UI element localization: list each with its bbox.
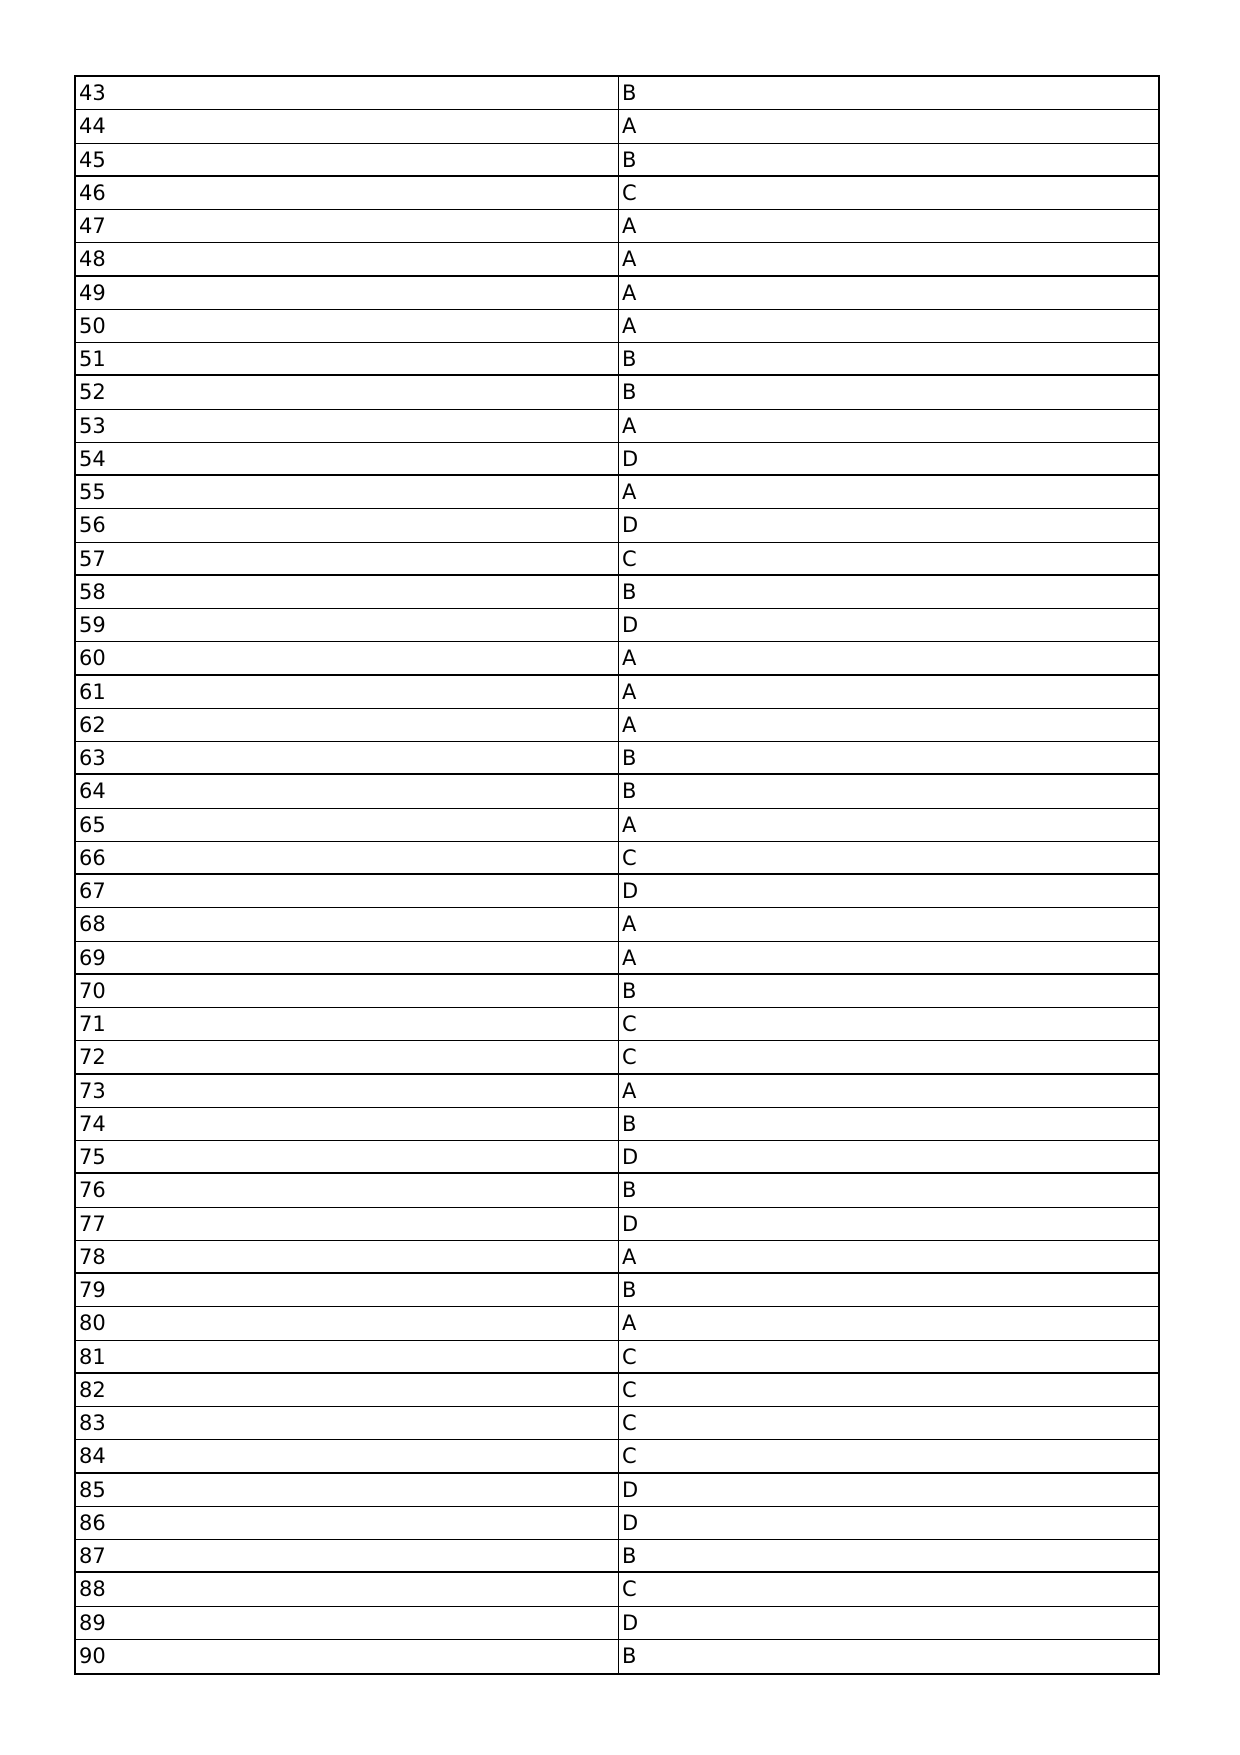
table-row xyxy=(76,509,1158,542)
question-number-cell: 57 xyxy=(76,543,619,574)
question-number-cell: 70 xyxy=(76,975,619,1007)
table-row xyxy=(76,642,1158,675)
answer-cell: C xyxy=(622,845,637,870)
table-row xyxy=(76,809,1158,842)
answer-cell: C xyxy=(622,1411,637,1435)
table-row xyxy=(76,942,1158,975)
question-number-cell: 83 xyxy=(76,1407,619,1439)
answer-key-table xyxy=(74,75,1160,1675)
question-number-cell: 86 xyxy=(76,1507,619,1539)
answer-cell: C xyxy=(622,1045,637,1070)
answer-cell: B xyxy=(622,1111,637,1136)
answer-cell: A xyxy=(622,679,637,704)
answer-cell: D xyxy=(622,1145,639,1169)
question-number-cell: 60 xyxy=(76,642,619,673)
question-number-cell: 51 xyxy=(76,343,619,374)
answer-cell: B xyxy=(622,1643,637,1668)
answer-cell: B xyxy=(622,1178,637,1203)
answer-cell: A xyxy=(622,313,637,338)
question-number-cell: 90 xyxy=(76,1640,619,1673)
table-row xyxy=(76,1474,1158,1507)
answer-cell: D xyxy=(622,1211,639,1236)
answer-cell: D xyxy=(622,879,639,903)
table-row xyxy=(76,975,1158,1008)
table-row xyxy=(76,875,1158,908)
question-number-cell: 80 xyxy=(76,1307,619,1339)
table-row xyxy=(76,1440,1158,1473)
question-number-cell: 44 xyxy=(76,110,619,142)
question-number-cell: 89 xyxy=(76,1607,619,1639)
answer-cell: A xyxy=(622,480,637,504)
table-row xyxy=(76,1341,1158,1374)
table-row xyxy=(76,543,1158,576)
question-number-cell: 69 xyxy=(76,942,619,973)
question-number-cell: 53 xyxy=(76,410,619,442)
table-row xyxy=(76,443,1158,476)
answer-cell: B xyxy=(622,1278,637,1302)
table-row xyxy=(76,1174,1158,1207)
answer-cell: B xyxy=(622,380,637,405)
question-number-cell: 54 xyxy=(76,443,619,474)
question-number-cell: 75 xyxy=(76,1141,619,1172)
answer-cell: B xyxy=(622,779,637,804)
answer-cell: C xyxy=(622,1377,637,1402)
answer-cell: A xyxy=(622,945,637,970)
answer-cell: B xyxy=(622,347,637,371)
answer-cell: A xyxy=(622,646,637,671)
table-row xyxy=(76,842,1158,875)
question-number-cell: 49 xyxy=(76,277,619,309)
table-row xyxy=(76,476,1158,509)
question-number-cell: 67 xyxy=(76,875,619,907)
question-number-cell: 78 xyxy=(76,1241,619,1272)
question-number-cell: 82 xyxy=(76,1374,619,1406)
table-row xyxy=(76,1640,1158,1673)
question-number-cell: 55 xyxy=(76,476,619,508)
question-number-cell: 64 xyxy=(76,775,619,807)
question-number-cell: 84 xyxy=(76,1440,619,1471)
answer-cell: B xyxy=(622,978,637,1003)
question-number-cell: 66 xyxy=(76,842,619,873)
answer-cell: C xyxy=(622,1344,637,1369)
question-number-cell: 52 xyxy=(76,376,619,408)
table-row xyxy=(76,1108,1158,1141)
table-row xyxy=(76,1241,1158,1274)
table-row xyxy=(76,410,1158,443)
question-number-cell: 59 xyxy=(76,609,619,641)
table-row xyxy=(76,676,1158,709)
table-row xyxy=(76,1141,1158,1174)
answer-cell: A xyxy=(622,280,637,305)
answer-cell: D xyxy=(622,1510,639,1535)
answer-cell: A xyxy=(622,114,637,139)
answer-cell: A xyxy=(622,1244,637,1269)
answer-cell: A xyxy=(622,247,637,272)
answer-cell: A xyxy=(622,812,637,837)
question-number-cell: 73 xyxy=(76,1075,619,1107)
table-row xyxy=(76,1573,1158,1606)
question-number-cell: 62 xyxy=(76,709,619,741)
question-number-cell: 87 xyxy=(76,1540,619,1571)
answer-cell: A xyxy=(622,1311,637,1336)
question-number-cell: 45 xyxy=(76,144,619,175)
question-number-cell: 65 xyxy=(76,809,619,841)
answer-cell: A xyxy=(622,712,637,737)
answer-cell: A xyxy=(622,1078,637,1103)
answer-cell: C xyxy=(622,1012,637,1036)
question-number-cell: 79 xyxy=(76,1274,619,1306)
question-number-cell: 85 xyxy=(76,1474,619,1506)
table-row xyxy=(76,1075,1158,1108)
table-row xyxy=(76,243,1158,276)
answer-cell: B xyxy=(622,579,637,604)
question-number-cell: 56 xyxy=(76,509,619,541)
question-number-cell: 46 xyxy=(76,177,619,209)
answer-cell: B xyxy=(622,81,637,105)
answer-cell: A xyxy=(622,214,637,238)
answer-cell: B xyxy=(622,1544,637,1568)
answer-cell: D xyxy=(622,513,639,538)
table-row xyxy=(76,277,1158,310)
table-row xyxy=(76,1041,1158,1074)
answer-cell: D xyxy=(622,1477,639,1502)
question-number-cell: 74 xyxy=(76,1108,619,1140)
question-number-cell: 61 xyxy=(76,676,619,708)
answer-cell: A xyxy=(622,413,637,438)
table-row xyxy=(76,1274,1158,1307)
table-row xyxy=(76,343,1158,376)
table-row xyxy=(76,709,1158,742)
table-row xyxy=(76,210,1158,243)
table-row xyxy=(76,1374,1158,1407)
table-row xyxy=(76,1507,1158,1540)
question-number-cell: 76 xyxy=(76,1174,619,1206)
question-number-cell: 72 xyxy=(76,1041,619,1072)
answer-cell: A xyxy=(622,912,637,937)
table-row xyxy=(76,609,1158,642)
table-row xyxy=(76,1008,1158,1041)
table-row xyxy=(76,1540,1158,1573)
table-row xyxy=(76,908,1158,941)
table-row xyxy=(76,1407,1158,1440)
answer-cell: B xyxy=(622,746,637,770)
answer-cell: C xyxy=(622,180,637,205)
question-number-cell: 63 xyxy=(76,742,619,773)
answer-cell: C xyxy=(622,546,637,571)
question-number-cell: 77 xyxy=(76,1208,619,1240)
question-number-cell: 48 xyxy=(76,243,619,274)
question-number-cell: 71 xyxy=(76,1008,619,1040)
table-row xyxy=(76,1208,1158,1241)
answer-cell: D xyxy=(622,446,639,471)
answer-cell: D xyxy=(622,1610,639,1635)
table-row xyxy=(76,110,1158,143)
question-number-cell: 47 xyxy=(76,210,619,242)
table-row xyxy=(76,376,1158,409)
question-number-cell: 50 xyxy=(76,310,619,342)
answer-cell: D xyxy=(622,613,639,637)
table-row xyxy=(76,576,1158,609)
question-number-cell: 58 xyxy=(76,576,619,608)
question-number-cell: 68 xyxy=(76,908,619,940)
table-row xyxy=(76,1307,1158,1340)
table-row xyxy=(76,775,1158,808)
answer-cell: C xyxy=(622,1577,637,1602)
question-number-cell: 81 xyxy=(76,1341,619,1372)
answer-cell: B xyxy=(622,147,637,172)
table-row xyxy=(76,77,1158,110)
question-number-cell: 43 xyxy=(76,77,619,109)
answer-cell: C xyxy=(622,1444,637,1469)
table-row xyxy=(76,1607,1158,1640)
table-row xyxy=(76,177,1158,210)
table-row xyxy=(76,144,1158,177)
question-number-cell: 88 xyxy=(76,1573,619,1605)
table-row xyxy=(76,310,1158,343)
table-row xyxy=(76,742,1158,775)
